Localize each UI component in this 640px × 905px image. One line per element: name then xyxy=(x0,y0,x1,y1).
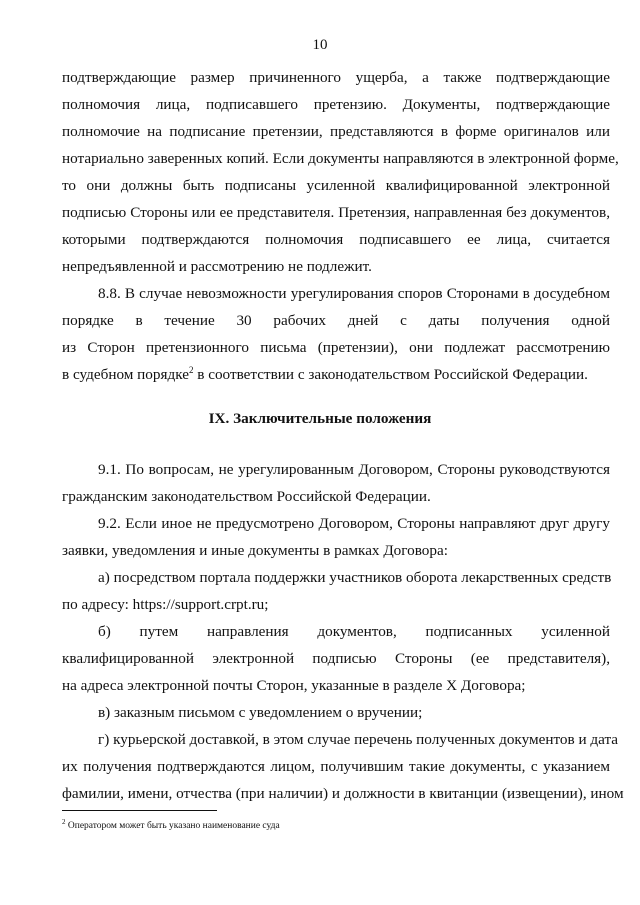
text-line: которыми подтверждаются полномочия подписавшего ее лица, считается xyxy=(62,231,610,248)
text-line: в) заказным письмом с уведомлением о вручении; xyxy=(98,704,423,721)
footnote-number: 2 xyxy=(62,817,66,826)
text-line: из Сторон претензионного письма (претензии), они подлежат рассмотрению xyxy=(62,339,610,356)
page-number: 10 xyxy=(312,37,328,53)
text-line: нотариально заверенных копий. Если документы направляются в электронной форме, xyxy=(62,150,619,167)
text-line: квалифицированной электронной подписью Стороны (ее представителя), xyxy=(62,650,610,667)
text-line: полномочие на подписание претензии, представляются в форме оригиналов или xyxy=(62,123,610,140)
text-line: по адресу: https://support.crpt.ru; xyxy=(62,596,269,613)
text-line xyxy=(62,361,610,388)
text-line: порядке в течение 30 рабочих дней с даты получения одной xyxy=(62,312,610,329)
text-line: полномочия лица, подписавшего претензию. Документы, подтверждающие xyxy=(62,96,610,113)
text-line: их получения подтверждаются лицом, получившим такие документы, с указанием xyxy=(62,758,610,775)
text-line: б) путем направления документов, подписанных усиленной xyxy=(98,623,610,640)
text-line: заявки, уведомления и иные документы в рамках Договора: xyxy=(62,542,448,559)
footnote-text: Оператором может быть указано наименование суда xyxy=(65,821,280,831)
text-line: гражданским законодательством Российской Федерации. xyxy=(62,488,431,505)
text-fragment: в соответствии с законодательством Российской Федерации. xyxy=(193,366,588,383)
text-fragment: в судебном порядке xyxy=(62,366,189,383)
text-line: подтверждающие размер причиненного ущерба, а также подтверждающие xyxy=(62,69,610,86)
footnote xyxy=(62,819,280,833)
text-line: на адреса электронной почты Сторон, указанные в разделе X Договора; xyxy=(62,677,526,694)
footnote-reference: 2 xyxy=(188,364,194,375)
text-line: подписью Стороны или ее представителя. Претензия, направленная без документов, xyxy=(62,204,610,221)
text-line: непредъявленной и рассмотрению не подлежит. xyxy=(62,258,372,275)
text-line: 9.1. По вопросам, не урегулированным Договором, Стороны руководствуются xyxy=(98,461,610,478)
footnote-separator xyxy=(62,810,217,811)
text-line: фамилии, имени, отчества (при наличии) и должности в квитанции (извещении), ином xyxy=(62,785,624,802)
section-heading: IX. Заключительные положения xyxy=(208,410,432,427)
text-line: а) посредством портала поддержки участников оборота лекарственных средств xyxy=(98,569,612,586)
text-line: то они должны быть подписаны усиленной квалифицированной электронной xyxy=(62,177,610,194)
text-line: 8.8. В случае невозможности урегулирования споров Сторонами в досудебном xyxy=(98,285,610,302)
text-line: 9.2. Если иное не предусмотрено Договором, Стороны направляют друг другу xyxy=(98,515,610,532)
text-line: г) курьерской доставкой, в этом случае перечень полученных документов и дата xyxy=(98,731,619,748)
